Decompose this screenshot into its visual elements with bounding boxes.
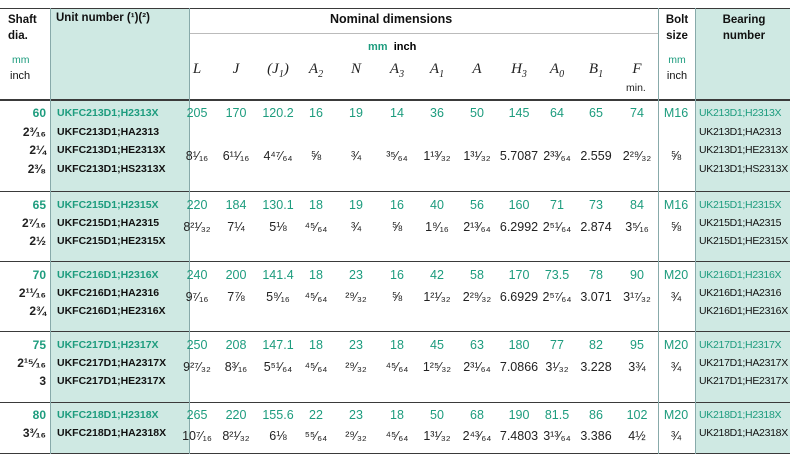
unit-number: UKFC218D1;HA2318X [57, 427, 167, 439]
dim-mm-value: 14 [390, 106, 404, 120]
dim-inch-value: 2.874 [580, 220, 612, 234]
bearing-number: UK215D1;H2315X [699, 199, 782, 211]
unit-number: UKFC217D1;H2317X [57, 339, 159, 351]
unit-number-header: Unit number (¹)(²) [56, 12, 150, 24]
bearing-number: UK216D1;HA2316 [699, 287, 782, 299]
dim-mm-value: 220 [186, 198, 208, 212]
shaft-dia-inch: 3 [39, 374, 46, 388]
bearing-number: UK217D1;HA2317X [699, 357, 788, 369]
shaft-dia-inch: 2³⁄₁₆ [22, 124, 46, 139]
divider-3 [658, 8, 659, 454]
dim-inch-value: ²⁹⁄₃₂ [345, 360, 367, 374]
header-rule [0, 99, 790, 101]
dim-inch-value: 8²¹⁄₃₂ [183, 220, 211, 234]
dim-inch-value: 1²¹⁄₃₂ [423, 290, 451, 304]
dim-inch-value: ²⁹⁄₃₂ [345, 290, 367, 304]
unit-number: UKFC215D1;HA2315 [57, 217, 160, 229]
dim-mm-value: 73.5 [544, 268, 570, 282]
column-symbol-sub: 0 [559, 69, 565, 80]
dim-mm-value: 95 [630, 338, 644, 352]
dim-inch-value: 2⁴³⁄₆₄ [462, 429, 492, 443]
dim-mm-value: 58 [470, 268, 484, 282]
bolt-size-inch: ¾ [670, 429, 682, 443]
dim-inch-value: 3.228 [580, 360, 612, 374]
dim-mm-value: 90 [630, 268, 644, 282]
dim-mm-value: 68 [470, 408, 484, 422]
shaft-dia-inch: 3³⁄₁₆ [22, 426, 46, 440]
column-symbol [417, 61, 457, 80]
dim-mm-value: 23 [349, 408, 363, 422]
column-symbol-base: J [232, 61, 240, 77]
dim-inch-value: 6⅛ [269, 429, 287, 443]
column-symbol-sub: 1 [278, 69, 284, 80]
dim-mm-value: 18 [309, 198, 323, 212]
dim-inch-value: 1⁹⁄₁₆ [425, 220, 449, 234]
nominal-dimensions-header: Nominal dimensions [330, 12, 453, 26]
group-rule-2 [0, 261, 790, 262]
shaft-dia-mm: 65 [32, 198, 46, 212]
nominal-underline [190, 33, 658, 34]
column-symbol-sub: 1 [598, 69, 604, 80]
dim-inch-value: 3¹⁷⁄₃₂ [623, 290, 651, 304]
bolt-header [662, 12, 692, 84]
column-symbol [377, 61, 417, 80]
dim-mm-value: 82 [589, 338, 603, 352]
dim-mm-value: 74 [630, 106, 644, 120]
dim-mm-value: 36 [430, 106, 444, 120]
dim-inch-value: 10⁷⁄₁₆ [182, 429, 212, 443]
column-symbol-sub: 2 [318, 69, 324, 80]
dim-inch-value: 8¹⁄₁₆ [185, 149, 209, 163]
column-symbol-base: H [511, 61, 522, 77]
dim-inch-value: 2³¹⁄₆₄ [463, 360, 491, 374]
dim-mm-value: 16 [390, 198, 404, 212]
dim-inch-value: ¾ [350, 220, 362, 234]
dim-inch-value: ⁴⁵⁄₆₄ [304, 290, 328, 304]
bearing-header [700, 12, 788, 44]
dim-mm-value: 50 [430, 408, 444, 422]
dim-inch-value: 1¹³⁄₃₂ [423, 149, 451, 163]
dim-mm-value: 265 [186, 408, 208, 422]
column-symbol-sub: 1 [439, 69, 445, 80]
dim-inch-value: ⅝ [391, 290, 403, 304]
bearing-label-2: number [722, 30, 766, 42]
column-symbol [177, 61, 217, 78]
dim-mm-value: 120.2 [262, 106, 294, 120]
dim-mm-value: 23 [349, 338, 363, 352]
dim-inch-value: ⁴⁵⁄₆₄ [304, 360, 328, 374]
dim-inch-value: 7.0866 [499, 360, 539, 374]
column-symbol-base: A [472, 61, 482, 77]
dim-mm-value: 155.6 [262, 408, 294, 422]
dim-inch-value: ¾ [350, 149, 362, 163]
bolt-unit-inch: inch [666, 70, 688, 82]
dim-inch-value: 1²⁵⁄₃₂ [422, 360, 452, 374]
dim-inch-value: 6.2992 [499, 220, 539, 234]
dim-mm-value: 18 [309, 338, 323, 352]
dim-mm-value: 190 [508, 408, 530, 422]
dim-inch-value: 4⁴⁷⁄₆₄ [263, 149, 293, 163]
column-symbol [258, 61, 298, 80]
bolt-size-mm: M20 [663, 268, 689, 282]
column-symbol-base: A [389, 61, 400, 77]
dim-mm-value: 16 [390, 268, 404, 282]
dim-mm-value: 77 [550, 338, 564, 352]
column-symbol-sub: 3 [399, 69, 405, 80]
dim-inch-value: 2⁵⁷⁄₆₄ [542, 290, 572, 304]
dim-inch-value: 8²¹⁄₃₂ [222, 429, 250, 443]
dim-mm-value: 22 [309, 408, 323, 422]
unit-number: UKFC216D1;HA2316 [57, 287, 160, 299]
dim-mm-value: 81.5 [544, 408, 570, 422]
dim-mm-value: 16 [309, 106, 323, 120]
dim-mm-value: 102 [626, 408, 648, 422]
divider-1 [50, 8, 51, 454]
shaft-label-1: Shaft [8, 14, 37, 26]
shaft-dia-mm: 60 [32, 106, 46, 120]
column-symbol-base: L [192, 61, 202, 77]
unit-number-band [50, 8, 189, 454]
dim-inch-value: ⅝ [391, 220, 403, 234]
dim-mm-value: 170 [225, 106, 247, 120]
unit-number: UKFC213D1;HS2313X [57, 162, 166, 175]
bolt-size-inch: ⅝ [670, 149, 682, 163]
dim-mm-value: 45 [430, 338, 444, 352]
dim-inch-value: ⁴⁵⁄₆₄ [385, 360, 409, 374]
dim-mm-value: 18 [390, 338, 404, 352]
dim-mm-value: 64 [550, 106, 564, 120]
dim-inch-value: 7⅞ [227, 290, 245, 304]
dim-mm-value: 208 [225, 338, 247, 352]
dim-inch-value: ⁴⁵⁄₆₄ [385, 429, 409, 443]
dim-inch-value: ⁴⁵⁄₆₄ [304, 220, 328, 234]
shaft-unit-mm: mm [12, 54, 30, 66]
dim-inch-value: 5⁹⁄₁₆ [266, 290, 290, 304]
dim-inch-value: 7¼ [227, 220, 245, 234]
unit-number: UKFC213D1;HA2313 [57, 125, 160, 138]
bolt-size-inch: ¾ [670, 360, 682, 374]
bearing-number: UK215D1;HE2315X [699, 235, 788, 247]
nominal-unit-mm: mm [368, 41, 388, 53]
shaft-dia-mm: 70 [32, 268, 46, 282]
dim-mm-value: 145 [508, 106, 530, 120]
dim-mm-value: 141.4 [262, 268, 294, 282]
column-symbol [499, 61, 539, 80]
dim-mm-value: 205 [186, 106, 208, 120]
shaft-dia-inch: 2¾ [29, 304, 46, 318]
unit-number: UKFC216D1;HE2316X [57, 305, 166, 317]
shaft-dia-mm: 80 [32, 408, 46, 422]
dim-inch-value: 2²⁹⁄₃₂ [462, 290, 492, 304]
shaft-dia-inch: 2¼ [29, 143, 46, 157]
dim-inch-value: 1³¹⁄₃₂ [423, 429, 451, 443]
dim-mm-value: 23 [349, 268, 363, 282]
dim-inch-value: 5⁵¹⁄₆₄ [263, 360, 293, 374]
shaft-dia-inch: 2³⁄₈ [27, 161, 46, 176]
bearing-number: UK216D1;H2316X [699, 269, 782, 281]
column-symbol [537, 61, 577, 80]
shaft-dia-inch: 2⁷⁄₁₆ [21, 216, 46, 230]
shaft-dia-inch: 2½ [29, 234, 46, 248]
dim-inch-value: 6.6929 [499, 290, 539, 304]
dim-inch-value: 4½ [628, 429, 646, 443]
unit-number: UKFC216D1;H2316X [57, 269, 159, 281]
dim-mm-value: 170 [508, 268, 530, 282]
dim-inch-value: 9⁷⁄₁₆ [185, 290, 209, 304]
shaft-label-2: dia. [8, 30, 28, 42]
bearing-number: UK213D1;HE2313X [699, 144, 788, 156]
unit-number: UKFC213D1;H2313X [57, 107, 159, 119]
group-rule-1 [0, 191, 790, 192]
dim-mm-value: 220 [225, 408, 247, 422]
divider-4 [695, 8, 696, 454]
column-symbol [617, 61, 657, 78]
dim-mm-value: 71 [550, 198, 564, 212]
column-symbol-tail: ) [283, 61, 289, 77]
dim-mm-value: 73 [589, 198, 603, 212]
dim-inch-value: 3¾ [628, 360, 646, 374]
bearing-number: UK217D1;HE2317X [699, 375, 788, 387]
dim-inch-value: 3¹³⁄₆₄ [543, 429, 571, 443]
column-symbol [576, 61, 616, 80]
bolt-label-2: size [666, 30, 688, 42]
dim-mm-value: 240 [186, 268, 208, 282]
column-symbol [216, 61, 256, 78]
bearing-number: UK213D1;H2313X [699, 107, 782, 119]
bearing-label-1: Bearing [722, 14, 766, 26]
dim-inch-value: ⁵⁵⁄₆₄ [304, 429, 328, 443]
bearing-number: UK217D1;H2317X [699, 339, 782, 351]
column-symbol-base: A [429, 61, 440, 77]
bolt-size-mm: M16 [663, 106, 689, 120]
shaft-dia-inch: 2¹⁵⁄₁₆ [17, 356, 46, 370]
group-rule-3 [0, 331, 790, 332]
dim-inch-value: 8³⁄₁₆ [224, 360, 248, 374]
bearing-number: UK213D1;HS2313X [699, 162, 788, 175]
shaft-unit-inch: inch [10, 70, 31, 82]
bearing-number: UK216D1;HE2316X [699, 305, 788, 317]
dim-mm-value: 63 [470, 338, 484, 352]
dim-inch-value: 9²⁷⁄₃₂ [183, 360, 211, 374]
dim-mm-value: 147.1 [262, 338, 294, 352]
dim-inch-value: 3.071 [580, 290, 612, 304]
column-symbol-sub: 3 [521, 69, 527, 80]
dim-mm-value: 250 [186, 338, 208, 352]
column-symbol [296, 61, 336, 80]
dim-inch-value: 3⁵⁄₁₆ [625, 220, 649, 234]
column-symbol-base: F [632, 61, 642, 77]
bottom-rule [0, 453, 790, 454]
column-symbol-base: N [350, 61, 361, 77]
column-symbol-base: (J [267, 61, 279, 77]
bolt-size-mm: M16 [663, 198, 689, 212]
column-symbol [457, 61, 497, 78]
nominal-unit-inch: inch [393, 41, 417, 53]
dim-mm-value: 86 [589, 408, 603, 422]
dim-mm-value: 160 [508, 198, 530, 212]
dim-inch-value: ³⁵⁄₆₄ [386, 149, 408, 163]
bolt-size-inch: ¾ [670, 290, 682, 304]
bolt-size-inch: ⅝ [670, 220, 682, 234]
dim-inch-value: 3¹⁄₃₂ [545, 360, 569, 374]
dim-inch-value: 2.559 [580, 149, 612, 163]
unit-number: UKFC217D1;HE2317X [57, 375, 166, 387]
dim-mm-value: 184 [225, 198, 247, 212]
dim-inch-value: ²⁹⁄₃₂ [345, 429, 367, 443]
min-label: min. [626, 82, 646, 94]
dim-inch-value: 6¹¹⁄₁₆ [222, 149, 250, 163]
bearing-number-band [695, 8, 790, 454]
dim-mm-value: 56 [470, 198, 484, 212]
dim-inch-value: 3.386 [580, 429, 612, 443]
shaft-header [8, 12, 37, 84]
bearing-number: UK213D1;HA2313 [699, 125, 782, 138]
dim-mm-value: 40 [430, 198, 444, 212]
dim-mm-value: 78 [589, 268, 603, 282]
dim-mm-value: 65 [589, 106, 603, 120]
dim-mm-value: 19 [349, 106, 363, 120]
bearing-number: UK218D1;HA2318X [699, 427, 788, 439]
dim-mm-value: 84 [630, 198, 644, 212]
shaft-dia-inch: 2¹¹⁄₁₆ [18, 286, 46, 300]
dim-mm-value: 42 [430, 268, 444, 282]
dim-inch-value: 2¹³⁄₆₄ [463, 220, 491, 234]
dim-inch-value: 7.4803 [499, 429, 539, 443]
unit-number: UKFC217D1;HA2317X [57, 357, 167, 369]
bolt-unit-mm: mm [668, 54, 686, 66]
nominal-units [368, 41, 416, 53]
dim-mm-value: 18 [390, 408, 404, 422]
shaft-dia-mm: 75 [32, 338, 46, 352]
unit-number: UKFC215D1;HE2315X [57, 235, 166, 247]
column-symbol [336, 61, 376, 78]
dim-mm-value: 50 [470, 106, 484, 120]
column-symbol-base: A [549, 61, 560, 77]
dim-mm-value: 130.1 [262, 198, 294, 212]
dim-inch-value: ⅝ [310, 149, 322, 163]
column-symbol-base: A [308, 61, 319, 77]
group-rule-4 [0, 402, 790, 403]
unit-number: UKFC218D1;H2318X [57, 409, 159, 421]
bolt-size-mm: M20 [663, 338, 689, 352]
bolt-size-mm: M20 [663, 408, 689, 422]
bearing-number: UK215D1;HA2315 [699, 217, 782, 229]
dim-inch-value: 2²⁹⁄₃₂ [622, 149, 652, 163]
dim-mm-value: 180 [508, 338, 530, 352]
dim-mm-value: 19 [349, 198, 363, 212]
top-rule [0, 8, 790, 9]
dim-inch-value: 5.7087 [499, 149, 539, 163]
column-symbol-base: B [588, 61, 599, 77]
dim-mm-value: 18 [309, 268, 323, 282]
unit-number: UKFC215D1;H2315X [57, 199, 159, 211]
dim-inch-value: 2³³⁄₆₄ [543, 149, 571, 163]
bearing-number: UK218D1;H2318X [699, 409, 782, 421]
dim-inch-value: 1³¹⁄₃₂ [463, 149, 491, 163]
dim-mm-value: 200 [225, 268, 247, 282]
dim-inch-value: 5⅛ [269, 220, 287, 234]
unit-number: UKFC213D1;HE2313X [57, 144, 166, 156]
dim-inch-value: 2⁵¹⁄₆₄ [542, 220, 572, 234]
bolt-label-1: Bolt [665, 14, 689, 26]
